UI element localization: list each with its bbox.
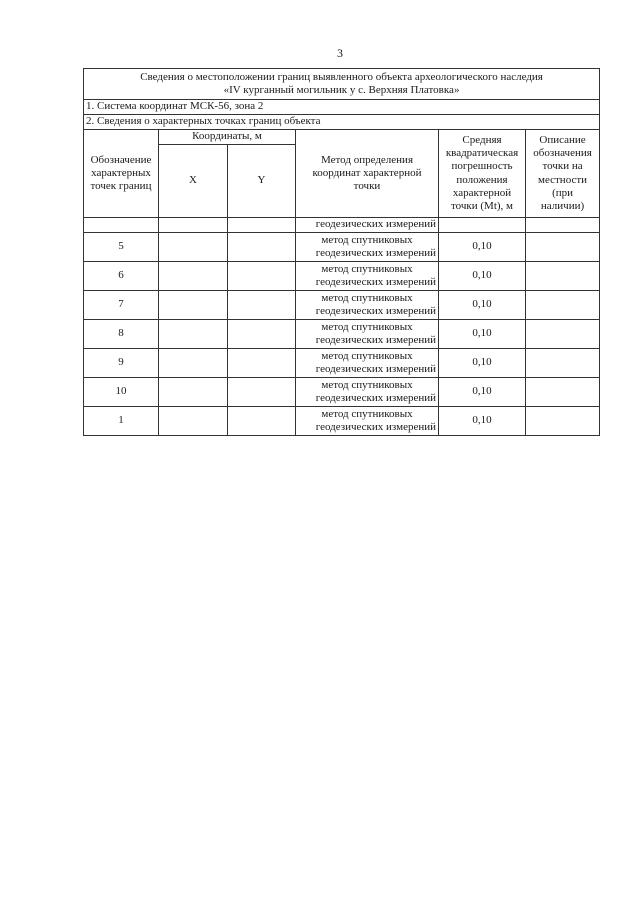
error-value: 0,10	[439, 349, 526, 378]
method-line-1: метод спутниковых	[321, 379, 413, 391]
method-line-2: геодезических измерений	[315, 334, 436, 346]
table-cell	[228, 218, 296, 233]
header-description-line: точки на	[542, 160, 583, 173]
method-line-1: метод спутниковых	[321, 408, 413, 420]
header-description-line: местности	[538, 173, 588, 186]
error-value: 0,10	[439, 291, 526, 320]
header-y: Y	[228, 145, 296, 218]
point-description	[526, 291, 600, 320]
point-designation: 5	[84, 233, 159, 262]
method-line-1: метод спутниковых	[321, 263, 413, 275]
header-error-line: квадратическая	[445, 147, 519, 160]
coord-y	[228, 378, 296, 407]
header-error	[439, 130, 526, 218]
header-designation-line: точек границ	[90, 180, 152, 193]
section-1-row	[84, 100, 600, 115]
header-description-line: обозначения	[533, 147, 592, 160]
table-cell	[84, 218, 159, 233]
coord-y	[228, 233, 296, 262]
method-line-1: метод спутниковых	[321, 350, 413, 362]
section-2-row	[84, 115, 600, 130]
error-value: 0,10	[439, 378, 526, 407]
header-method	[296, 130, 439, 218]
coord-y	[228, 320, 296, 349]
table-cell	[526, 218, 600, 233]
method-line-1: метод спутниковых	[321, 321, 413, 333]
error-value: 0,10	[439, 262, 526, 291]
point-description	[526, 378, 600, 407]
error-value: 0,10	[439, 320, 526, 349]
point-description	[526, 233, 600, 262]
point-designation: 6	[84, 262, 159, 291]
header-row-top	[84, 130, 600, 145]
table-cell	[159, 218, 228, 233]
continuation-method: геодезических измерений	[296, 218, 439, 233]
header-error-line: характерной	[452, 186, 512, 199]
table-title-line-2: «IV курганный могильник у с. Верхняя Платовка»	[223, 84, 460, 96]
table-cell	[439, 218, 526, 233]
header-error-line: точки (Mt), м	[450, 199, 513, 212]
page-number: 3	[337, 46, 343, 60]
coord-y	[228, 291, 296, 320]
header-x: X	[159, 145, 228, 218]
header-designation-line: характерных	[91, 166, 151, 179]
section-1-label: 1. Система координат МСК-56, зона 2	[84, 100, 600, 115]
header-method-line: точки	[353, 180, 381, 193]
point-description	[526, 407, 600, 436]
header-error-line: Средняя	[462, 133, 502, 146]
table-row	[84, 233, 600, 262]
method-cell	[296, 291, 439, 320]
table-row	[84, 320, 600, 349]
method-cell	[296, 378, 439, 407]
method-cell	[296, 233, 439, 262]
point-designation: 7	[84, 291, 159, 320]
method-line-2: геодезических измерений	[315, 305, 436, 317]
coord-y	[228, 262, 296, 291]
header-description-line: наличии)	[540, 199, 585, 212]
method-line-1: метод спутниковых	[321, 292, 413, 304]
header-description-line: Описание	[539, 133, 586, 146]
header-designation	[84, 130, 159, 218]
point-description	[526, 349, 600, 378]
point-designation: 1	[84, 407, 159, 436]
table-row	[84, 291, 600, 320]
header-method-line: координат характерной	[312, 166, 422, 179]
point-designation: 8	[84, 320, 159, 349]
header-coordinates: Координаты, м	[159, 130, 296, 145]
continuation-row	[84, 218, 600, 233]
header-method-line: Метод определения	[320, 153, 414, 166]
point-designation: 10	[84, 378, 159, 407]
method-cell	[296, 262, 439, 291]
coord-x	[159, 349, 228, 378]
table-row	[84, 378, 600, 407]
table-title	[84, 69, 600, 100]
header-description	[526, 130, 600, 218]
header-description-line: (при	[552, 186, 573, 199]
header-error-line: погрешность	[451, 160, 513, 173]
boundary-points-table	[83, 68, 600, 436]
coord-x	[159, 378, 228, 407]
coord-y	[228, 349, 296, 378]
method-cell	[296, 349, 439, 378]
table-title-line-1: Сведения о местоположении границ выявленного объекта археологического наследия	[140, 70, 543, 83]
point-designation: 9	[84, 349, 159, 378]
method-line-2: геодезических измерений	[315, 276, 436, 288]
point-description	[526, 262, 600, 291]
header-error-line: положения	[456, 173, 508, 186]
coord-x	[159, 233, 228, 262]
coord-x	[159, 320, 228, 349]
section-2-label: 2. Сведения о характерных точках границ объекта	[84, 115, 600, 130]
table-row	[84, 349, 600, 378]
method-line-1: метод спутниковых	[321, 234, 413, 246]
coord-x	[159, 291, 228, 320]
method-line-2: геодезических измерений	[315, 392, 436, 404]
error-value: 0,10	[439, 407, 526, 436]
coord-x	[159, 407, 228, 436]
error-value: 0,10	[439, 233, 526, 262]
method-line-2: геодезических измерений	[315, 247, 436, 259]
method-cell	[296, 320, 439, 349]
coord-y	[228, 407, 296, 436]
table-row	[84, 407, 600, 436]
method-cell	[296, 407, 439, 436]
method-line-2: геодезических измерений	[315, 363, 436, 375]
method-line-2: геодезических измерений	[315, 421, 436, 433]
table-row	[84, 262, 600, 291]
point-description	[526, 320, 600, 349]
table-title-row	[84, 69, 600, 100]
coord-x	[159, 262, 228, 291]
header-designation-line: Обозначение	[90, 153, 152, 166]
